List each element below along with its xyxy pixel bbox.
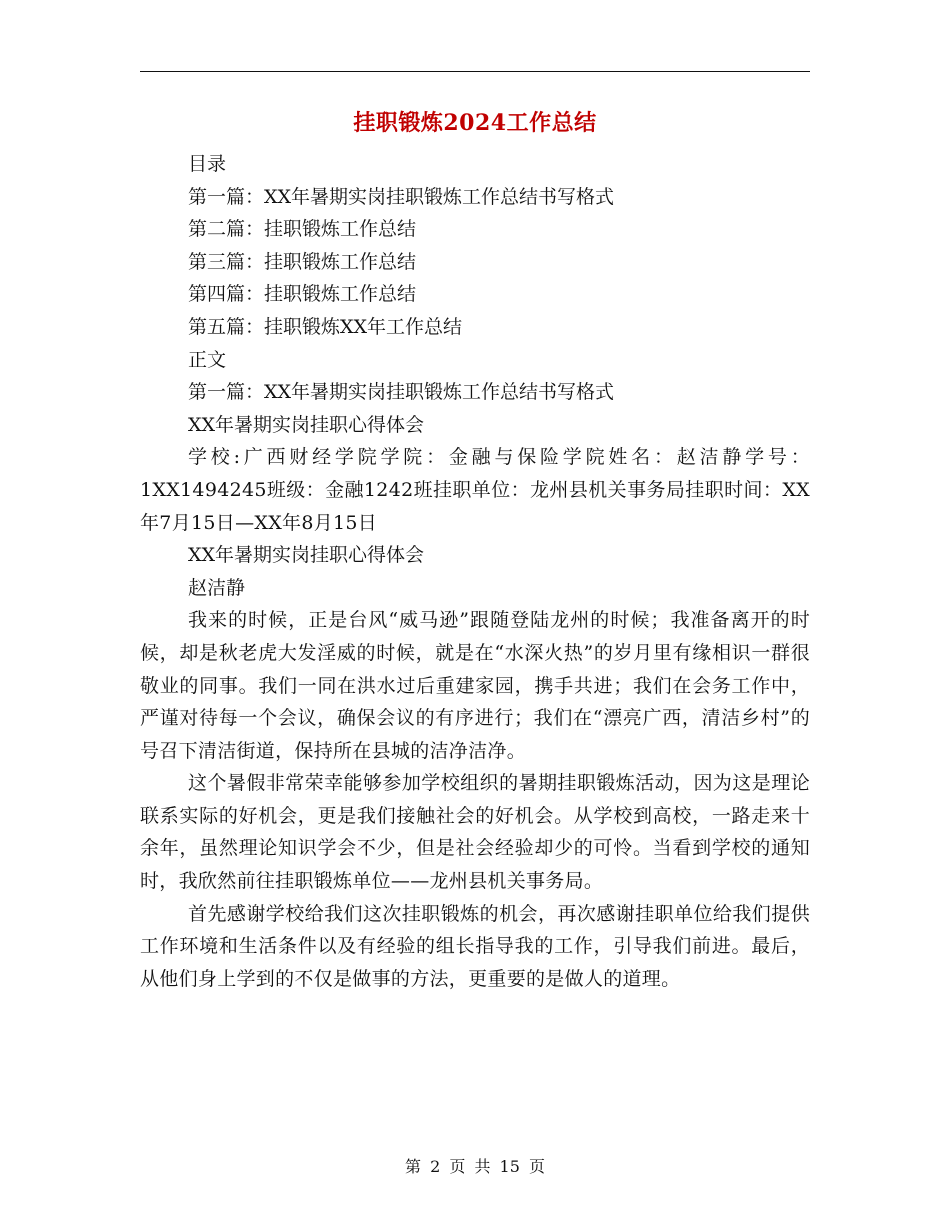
body-heading: 正文: [188, 348, 227, 371]
toc-item-1: 第一篇：XX年暑期实岗挂职锻炼工作总结书写格式: [188, 185, 615, 208]
student-info-paragraph: 学校:广西财经学院学院：金融与保险学院姓名：赵洁静学号：1XX1494245班级：金融1242班挂职单位：龙州县机关事务局挂职时间：XX年7月15日—XX年8月15日: [140, 446, 810, 534]
author-name: 赵洁静: [188, 576, 246, 599]
section-subtitle: XX年暑期实岗挂职心得体会: [188, 413, 425, 436]
document-body: [140, 148, 810, 995]
toc-item-3: 第三篇：挂职锻炼工作总结: [188, 250, 417, 273]
document-title: 挂职锻炼2024工作总结: [353, 110, 597, 136]
body-paragraph-3: 首先感谢学校给我们这次挂职锻炼的机会，再次感谢挂职单位给我们提供工作环境和生活条件以及有经验的组长指导我的工作，引导我们前进。最后，从他们身上学到的不仅是做事的方法，更重要的是做人的道理。: [140, 902, 810, 990]
subtitle-repeat: XX年暑期实岗挂职心得体会: [188, 544, 425, 567]
page-footer: 第 2 页 共 15 页: [405, 1157, 545, 1176]
toc-item-2: 第二篇：挂职锻炼工作总结: [188, 218, 417, 241]
toc-item-4: 第四篇：挂职锻炼工作总结: [188, 283, 417, 306]
body-paragraph-1: 我来的时候，正是台风“威马逊”跟随登陆龙州的时候；我准备离开的时候，却是秋老虎大发淫威的时候，就是在“水深火热”的岁月里有缘相识一群很敬业的同事。我们一同在洪水过后重建家园，携手共进；我们在会务工作中，严谨对待每一个会议，确保会议的有序进行；我们在“漂亮广西，清洁乡村”的号召下清洁街道，保持所在县城的洁净洁净。: [140, 609, 810, 762]
toc-heading: 目录: [188, 153, 227, 175]
body-paragraph-2: 这个暑假非常荣幸能够参加学校组织的暑期挂职锻炼活动，因为这是理论联系实际的好机会，更是我们接触社会的好机会。从学校到高校，一路走来十余年，虽然理论知识学会不少，但是社会经验却少的可怜。当看到学校的通知时，我欣然前往挂职锻炼单位——龙州县机关事务局。: [140, 772, 810, 893]
section-title: 第一篇：XX年暑期实岗挂职锻炼工作总结书写格式: [188, 381, 615, 404]
header-rule: [140, 71, 810, 72]
toc-item-5: 第五篇：挂职锻炼XX年工作总结: [188, 315, 463, 338]
